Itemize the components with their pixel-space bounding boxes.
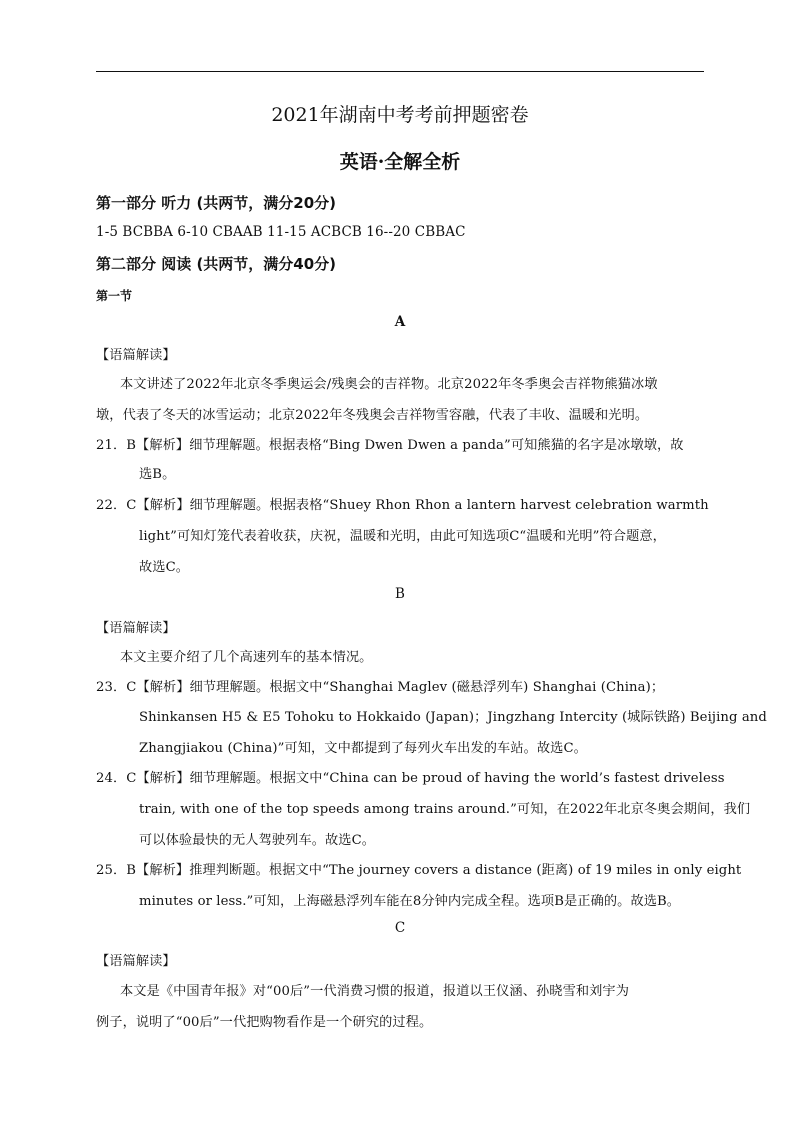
passage-a-tag: 【语篇解读】 [96, 348, 176, 363]
header-rule [96, 71, 704, 72]
question-25-line1: 25．B【解析】推理判断题。根据文中“The journey covers a distance (距离) of 19 miles in only eight [96, 863, 742, 878]
question-21-line1: 21．B【解析】细节理解题。根据表格“Bing Dwen Dwen a panda”可知熊猫的名字是冰墩墩，故 [96, 438, 684, 453]
document-subtitle: 英语·全解全析 [339, 151, 461, 173]
passage-b-tag: 【语篇解读】 [96, 621, 176, 636]
section-label: 第一节 [96, 289, 133, 303]
listening-answers: 1-5 BCBBA 6-10 CBAAB 11-15 ACBCB 16--20 CBBAC [96, 224, 466, 240]
part2-heading: 第二部分 阅读 (共两节，满分40分) [96, 255, 337, 273]
question-23-line3: Zhangjiakou (China)”可知，文中都提到了每列火车出发的车站。故选C。 [139, 741, 587, 756]
question-22-line3: 故选C。 [139, 560, 190, 575]
question-23-line1: 23．C【解析】细节理解题。根据文中“Shanghai Maglev (磁悬浮列车) Shanghai (China)； [96, 680, 665, 695]
passage-b-letter: B [395, 586, 405, 602]
question-21-line2: 选B。 [139, 467, 176, 482]
passage-a-summary-line2: 墩，代表了冬天的冰雪运动；北京2022年冬残奥会吉祥物雪容融，代表了丰收、温暖和光明。 [96, 408, 649, 423]
passage-c-summary-line1: 本文是《中国青年报》对“00后”一代消费习惯的报道，报道以王仪涵、孙晓雪和刘宇为 [120, 984, 630, 999]
part1-heading: 第一部分 听力 (共两节，满分20分) [96, 194, 337, 212]
question-25-line2: minutes or less.”可知，上海磁悬浮列车能在8分钟内完成全程。选项B是正确的。故选B。 [139, 894, 681, 909]
passage-a-letter: A [394, 314, 406, 330]
question-22-line2: light”可知灯笼代表着收获，庆祝，温暖和光明，由此可知选项C“温暖和光明”符合题意， [139, 529, 666, 544]
question-24-line2: train, with one of the top speeds among trains around.”可知，在2022年北京冬奥会期间，我们 [139, 802, 751, 817]
document-title: 2021年湖南中考考前押题密卷 [271, 104, 529, 126]
question-22-line1: 22．C【解析】细节理解题。根据表格“Shuey Rhon Rhon a lantern harvest celebration warmth [96, 498, 709, 513]
question-23-line2: Shinkansen H5 & E5 Tohoku to Hokkaido (Japan)；Jingzhang Intercity (城际铁路) Beijing and [139, 710, 767, 725]
passage-c-summary-line2: 例子，说明了“00后”一代把购物看作是一个研究的过程。 [96, 1015, 433, 1030]
passage-b-summary: 本文主要介绍了几个高速列车的基本情况。 [120, 650, 373, 665]
passage-c-tag: 【语篇解读】 [96, 954, 176, 969]
question-24-line1: 24．C【解析】细节理解题。根据文中“China can be proud of having the world’s fastest driveless [96, 771, 725, 786]
question-24-line3: 可以体验最快的无人驾驶列车。故选C。 [139, 833, 376, 848]
passage-a-summary-line1: 本文讲述了2022年北京冬季奥运会/残奥会的吉祥物。北京2022年冬季奥会吉祥物熊猫冰墩 [120, 377, 658, 392]
passage-c-letter: C [394, 920, 406, 936]
